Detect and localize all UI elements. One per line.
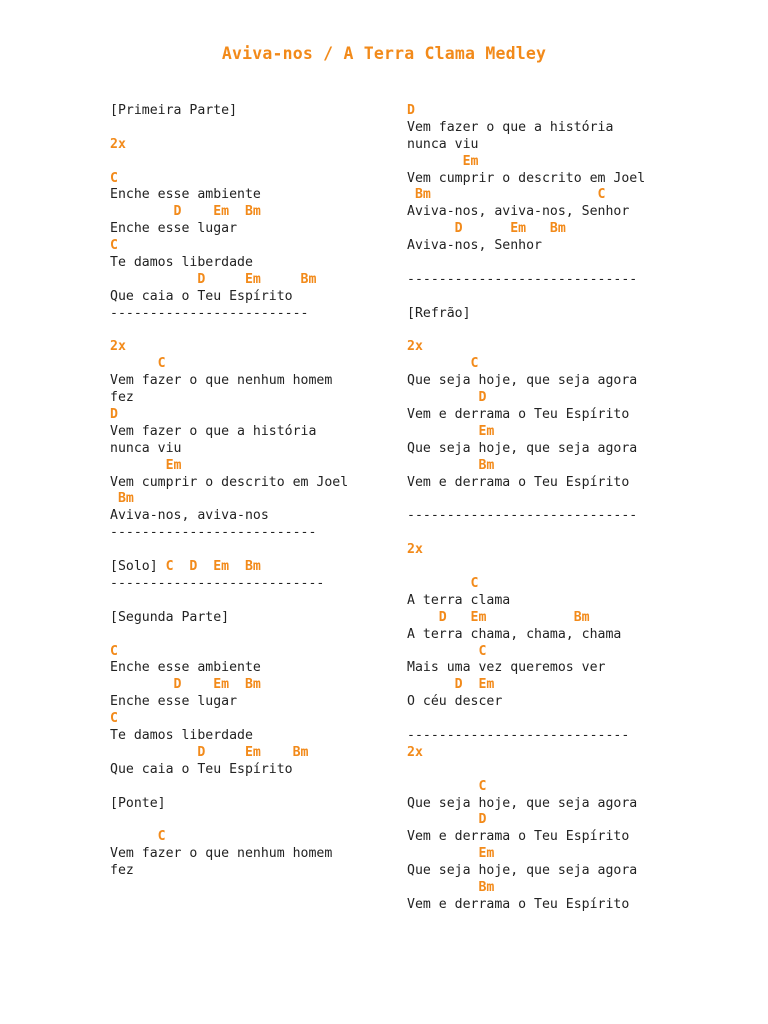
blank-line [407, 711, 707, 728]
blank-line [110, 627, 400, 644]
blank-line [110, 154, 400, 171]
lyric-line: Vem e derrama o Teu Espírito [407, 474, 630, 490]
lyric-line: Vem e derrama o Teu Espírito [407, 407, 630, 423]
lyric-line: Te damos liberdade [110, 255, 253, 271]
blank-line [110, 323, 400, 340]
lyric-line: Te damos liberdade [110, 727, 253, 743]
chord-line: 2x [110, 339, 126, 355]
blank-line [110, 593, 400, 610]
blank-line [110, 542, 400, 559]
chord-line: D Em Bm [110, 204, 261, 220]
lyric-line: fez [110, 390, 134, 406]
lyric-line: Vem cumprir o descrito em Joel [407, 170, 646, 186]
lyric-line: A terra chama, chama, chama [407, 626, 622, 642]
chord-line: 2x [110, 136, 126, 152]
blank-line [407, 525, 707, 542]
lyric-line: Que seja hoje, que seja agora [407, 795, 638, 811]
blank-line [407, 762, 707, 779]
chord-line: C [407, 778, 487, 794]
blank-line [407, 559, 707, 576]
lyric-line: Enche esse ambiente [110, 660, 261, 676]
blank-line [407, 323, 707, 340]
section-label: [Solo] [110, 559, 166, 575]
chord-line: C [110, 356, 166, 372]
chord-line: 2x [407, 744, 423, 760]
lyric-line: Aviva-nos, Senhor [407, 238, 542, 254]
chord-line: C [407, 575, 479, 591]
chord-line: C [110, 643, 118, 659]
lyric-line: Vem e derrama o Teu Espírito [407, 829, 630, 845]
lyric-line: Enche esse lugar [110, 694, 238, 710]
blank-line [407, 255, 707, 272]
lyric-line: -------------------------- [110, 525, 317, 541]
section-label-line [110, 559, 400, 576]
song-title: Aviva-nos / A Terra Clama Medley [221, 44, 547, 63]
chord-line: Bm [407, 457, 495, 473]
chord-line: D Em Bm [407, 221, 566, 237]
chord-line: Bm C [407, 187, 606, 203]
right-column [407, 103, 707, 914]
chord-line: D Em Bm [110, 271, 317, 287]
lyric-line: Vem fazer o que nenhum homem [110, 373, 333, 389]
chord-line: C [110, 711, 118, 727]
lyric-line: O céu descer [407, 694, 503, 710]
blank-line [407, 491, 707, 508]
lyric-line: Vem cumprir o descrito em Joel [110, 474, 349, 490]
chord-line: C [110, 238, 118, 254]
lyric-line: Enche esse ambiente [110, 187, 261, 203]
lyric-line: fez [110, 863, 134, 879]
chord-line: C [110, 829, 166, 845]
chord-line: C [407, 643, 487, 659]
lyric-line: Enche esse lugar [110, 221, 238, 237]
chord-line: Em [407, 846, 495, 862]
lyric-line: Que caia o Teu Espírito [110, 288, 293, 304]
chord-line: Bm [110, 491, 134, 507]
lyric-line: Vem fazer o que nenhum homem [110, 846, 333, 862]
blank-line [110, 120, 400, 137]
lyric-line: ----------------------------- [407, 271, 638, 287]
blank-line [407, 289, 707, 306]
blank-line [110, 779, 400, 796]
chord-line: 2x [407, 339, 423, 355]
lyric-line: Que caia o Teu Espírito [110, 761, 293, 777]
lyric-line: A terra clama [407, 592, 511, 608]
lyric-line: Vem fazer o que a história [110, 423, 317, 439]
lyric-line: Que seja hoje, que seja agora [407, 373, 638, 389]
lyric-line: ------------------------- [110, 305, 309, 321]
lyric-line: ----------------------------- [407, 508, 638, 524]
lyric-line: Que seja hoje, que seja agora [407, 440, 638, 456]
chord-line: D Em Bm [110, 677, 261, 693]
chord-line: D Em Bm [110, 744, 309, 760]
lyric-line: nunca viu [407, 136, 479, 152]
lyric-line: Aviva-nos, aviva-nos [110, 508, 269, 524]
lyric-line: Que seja hoje, que seja agora [407, 863, 638, 879]
lyric-line: Vem fazer o que a história [407, 119, 614, 135]
chord-line: D [407, 390, 487, 406]
chord-line: Em [407, 423, 495, 439]
lyric-line: [Primeira Parte] [110, 103, 238, 118]
left-column [110, 103, 400, 880]
blank-line [110, 812, 400, 829]
inline-chords: C D Em Bm [165, 559, 261, 575]
chord-line: C [110, 170, 118, 186]
chord-line: Em [110, 457, 182, 473]
lyric-line: [Refrão] [407, 305, 471, 321]
chord-line: Bm [407, 879, 495, 895]
lyric-line: [Ponte] [110, 795, 166, 811]
lyric-line: Mais uma vez queremos ver [407, 660, 606, 676]
lyric-line: Aviva-nos, aviva-nos, Senhor [407, 204, 630, 220]
lyric-line: [Segunda Parte] [110, 609, 230, 625]
chord-line: Em [407, 153, 479, 169]
lyric-line: Vem e derrama o Teu Espírito [407, 896, 630, 912]
chord-line: C [407, 356, 479, 372]
chord-line: D [407, 103, 415, 118]
chord-line: 2x [407, 542, 423, 558]
chord-line: D Em [407, 677, 495, 693]
lyric-line: --------------------------- [110, 575, 325, 591]
chord-line: D Em Bm [407, 609, 590, 625]
lyric-line: nunca viu [110, 440, 182, 456]
chord-line: D [110, 407, 118, 423]
lyric-line: ---------------------------- [407, 727, 630, 743]
chord-line: D [407, 812, 487, 828]
